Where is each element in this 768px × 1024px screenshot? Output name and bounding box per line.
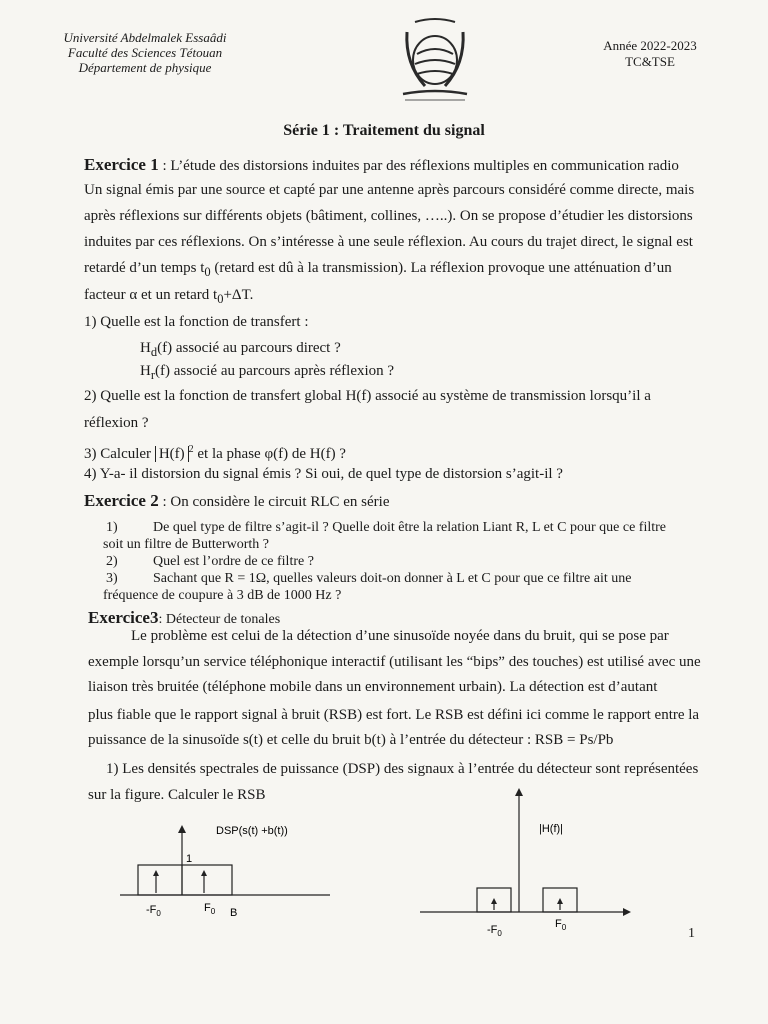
ex1-line4-a: retardé d’un temps t	[84, 260, 205, 276]
department-name: Département de physique	[78, 60, 212, 75]
dsp-title: DSP(s(t) +b(t))	[216, 825, 288, 837]
ex3-line: plus fiable que le rapport signal à bruit (RSB) est fort. Le RSB est défini ici comme le rapport entre la	[88, 707, 700, 723]
ex1-line: après réflexions sur différents objets (bâtiment, collines, …..). On se propose d’étudier les distorsions	[84, 208, 693, 224]
institution-header	[45, 30, 245, 75]
university-name: Université Abdelmalek Essaâdi	[63, 30, 227, 45]
dsp-level-label: 1	[186, 853, 193, 865]
ex3-question-1-cont: sur la figure. Calculer le RSB	[88, 787, 266, 803]
dsp-dirac-neg-head	[153, 870, 159, 876]
ex1-question-1: 1) Quelle est la fonction de transfert :	[84, 314, 309, 330]
ex2-question-2: Quel est l’ordre de ce filtre ?	[153, 554, 314, 569]
ex1-question-2: 2) Quelle est la fonction de transfert global H(f) associé au système de transmission lorsqu’il a	[84, 388, 651, 404]
dsp-dirac-pos-head	[201, 870, 207, 876]
ex2-question-1-cont: soit un filtre de Butterworth ?	[103, 537, 270, 552]
ex3-line: liaison très bruitée (téléphone mobile dans un environnement urbain). La détection est d’autant	[88, 679, 658, 695]
exercise-1-label: Exercice 1	[84, 155, 159, 174]
dsp-pos-freq-label: $F_0$	[204, 902, 216, 916]
ex1-line4-b: (retard est dû à la transmission). La réflexion provoque une atténuation d’un	[210, 260, 672, 276]
ex1-question-2-cont: réflexion ?	[84, 415, 149, 431]
q1a-sub: d	[150, 345, 158, 359]
q3-b: et la phase φ(f) de H(f) ?	[193, 446, 346, 462]
exercise-3-label: Exercice3	[88, 608, 159, 627]
h-x-arrowhead	[623, 908, 631, 916]
dsp-noise-box	[138, 865, 232, 895]
h-dirac-neg-head	[491, 898, 497, 904]
ex1-question-1b	[140, 364, 394, 383]
exercise-1-heading	[84, 157, 679, 174]
h-y-arrowhead	[515, 788, 523, 796]
ex1-question-3	[84, 442, 346, 462]
ex2-question-3-cont: fréquence de coupure à 3 dB de 1000 Hz ?	[103, 588, 342, 603]
exercise-2-heading	[84, 493, 390, 510]
h-title: |H(f)|	[539, 823, 564, 835]
ex3-line: puissance de la sinusoïde s(t) et celle du bruit b(t) à l’entrée du détecteur : RSB = Ps/Pb	[88, 732, 614, 748]
q1b-a: H	[140, 363, 151, 379]
h-dirac-pos-head	[557, 898, 563, 904]
academic-year	[590, 38, 710, 70]
ex1-line: induites par ces réflexions. On s’intéresse à une seule réflexion. Au cours du trajet direct, le signal est	[84, 234, 693, 250]
q1b-b: (f) associé au parcours après réflexion ?	[155, 363, 395, 379]
program-label: TC&TSE	[625, 54, 675, 69]
exercise-1-intro: : L’étude des distorsions induites par des réflexions multiples en communication radio	[158, 158, 679, 174]
ex1-line5-b: +ΔT.	[223, 287, 254, 303]
faculty-name: Faculté des Sciences Tétouan	[67, 45, 223, 60]
q3-abs: H(f)	[155, 446, 189, 462]
ex1-line	[84, 288, 253, 307]
year-label: Année 2022-2023	[603, 38, 697, 53]
faculty-logo	[395, 14, 475, 104]
h-neg-freq-label: $-F_0$	[487, 924, 502, 938]
ex2-q3-num: 3)	[106, 571, 118, 586]
q3-sup: 2	[188, 444, 194, 455]
ex1-question-4: 4) Y-a- il distorsion du signal émis ? Si oui, de quel type de distorsion s’agit-il ?	[84, 466, 563, 482]
filter-response-figure	[415, 782, 635, 942]
dsp-neg-freq-label: $-F_0$	[146, 904, 161, 918]
q1b-sub: r	[150, 368, 156, 382]
ex1-question-1a	[140, 341, 341, 360]
ex2-question-1: De quel type de filtre s’agit-il ? Quelle doit être la relation Liant R, L et C pour que ce filtre	[153, 520, 667, 535]
exercise-2-intro: : On considère le circuit RLC en série	[158, 494, 390, 510]
dsp-y-arrowhead	[178, 825, 186, 833]
ex1-line: Un signal émis par une source et capté par une antenne après parcours considéré comme directe, mais	[84, 182, 695, 198]
exercise-3-intro: : Détecteur de tonales	[158, 612, 281, 627]
page-title: Série 1 : Traitement du signal	[283, 122, 485, 139]
h-pos-freq-label: $F_0$	[555, 918, 567, 932]
ex1-line4-sub: 0	[204, 265, 211, 279]
q1a-a: H	[140, 340, 151, 356]
exercise-3-heading	[88, 610, 280, 627]
q3-a: 3) Calculer	[84, 446, 155, 462]
ex3-line: Le problème est celui de la détection d’une sinusoïde noyée dans du bruit, qui se pose par	[131, 628, 669, 644]
ex2-question-3: Sachant que R = 1Ω, quelles valeurs doit-on donner à L et C pour que ce filtre ait une	[153, 571, 632, 586]
ex2-q2-num: 2)	[106, 554, 118, 569]
exercise-2-label: Exercice 2	[84, 491, 159, 510]
ex1-line5-sub: 0	[217, 292, 224, 306]
dsp-figure	[110, 815, 340, 935]
ex3-line: exemple lorsqu’un service téléphonique interactif (utilisant les “bips” des touches) est utilisé avec une	[88, 654, 701, 670]
ex2-q1-num: 1)	[106, 520, 118, 535]
ex3-question-1: 1) Les densités spectrales de puissance (DSP) des signaux à l’entrée du détecteur sont représentées	[106, 761, 699, 777]
dsp-bandwidth-label: B	[230, 907, 238, 919]
page-number: 1	[688, 926, 695, 941]
ex1-line	[84, 261, 672, 280]
ex1-line5-a: facteur α et un retard t	[84, 287, 218, 303]
q1a-b: (f) associé au parcours direct ?	[157, 340, 341, 356]
